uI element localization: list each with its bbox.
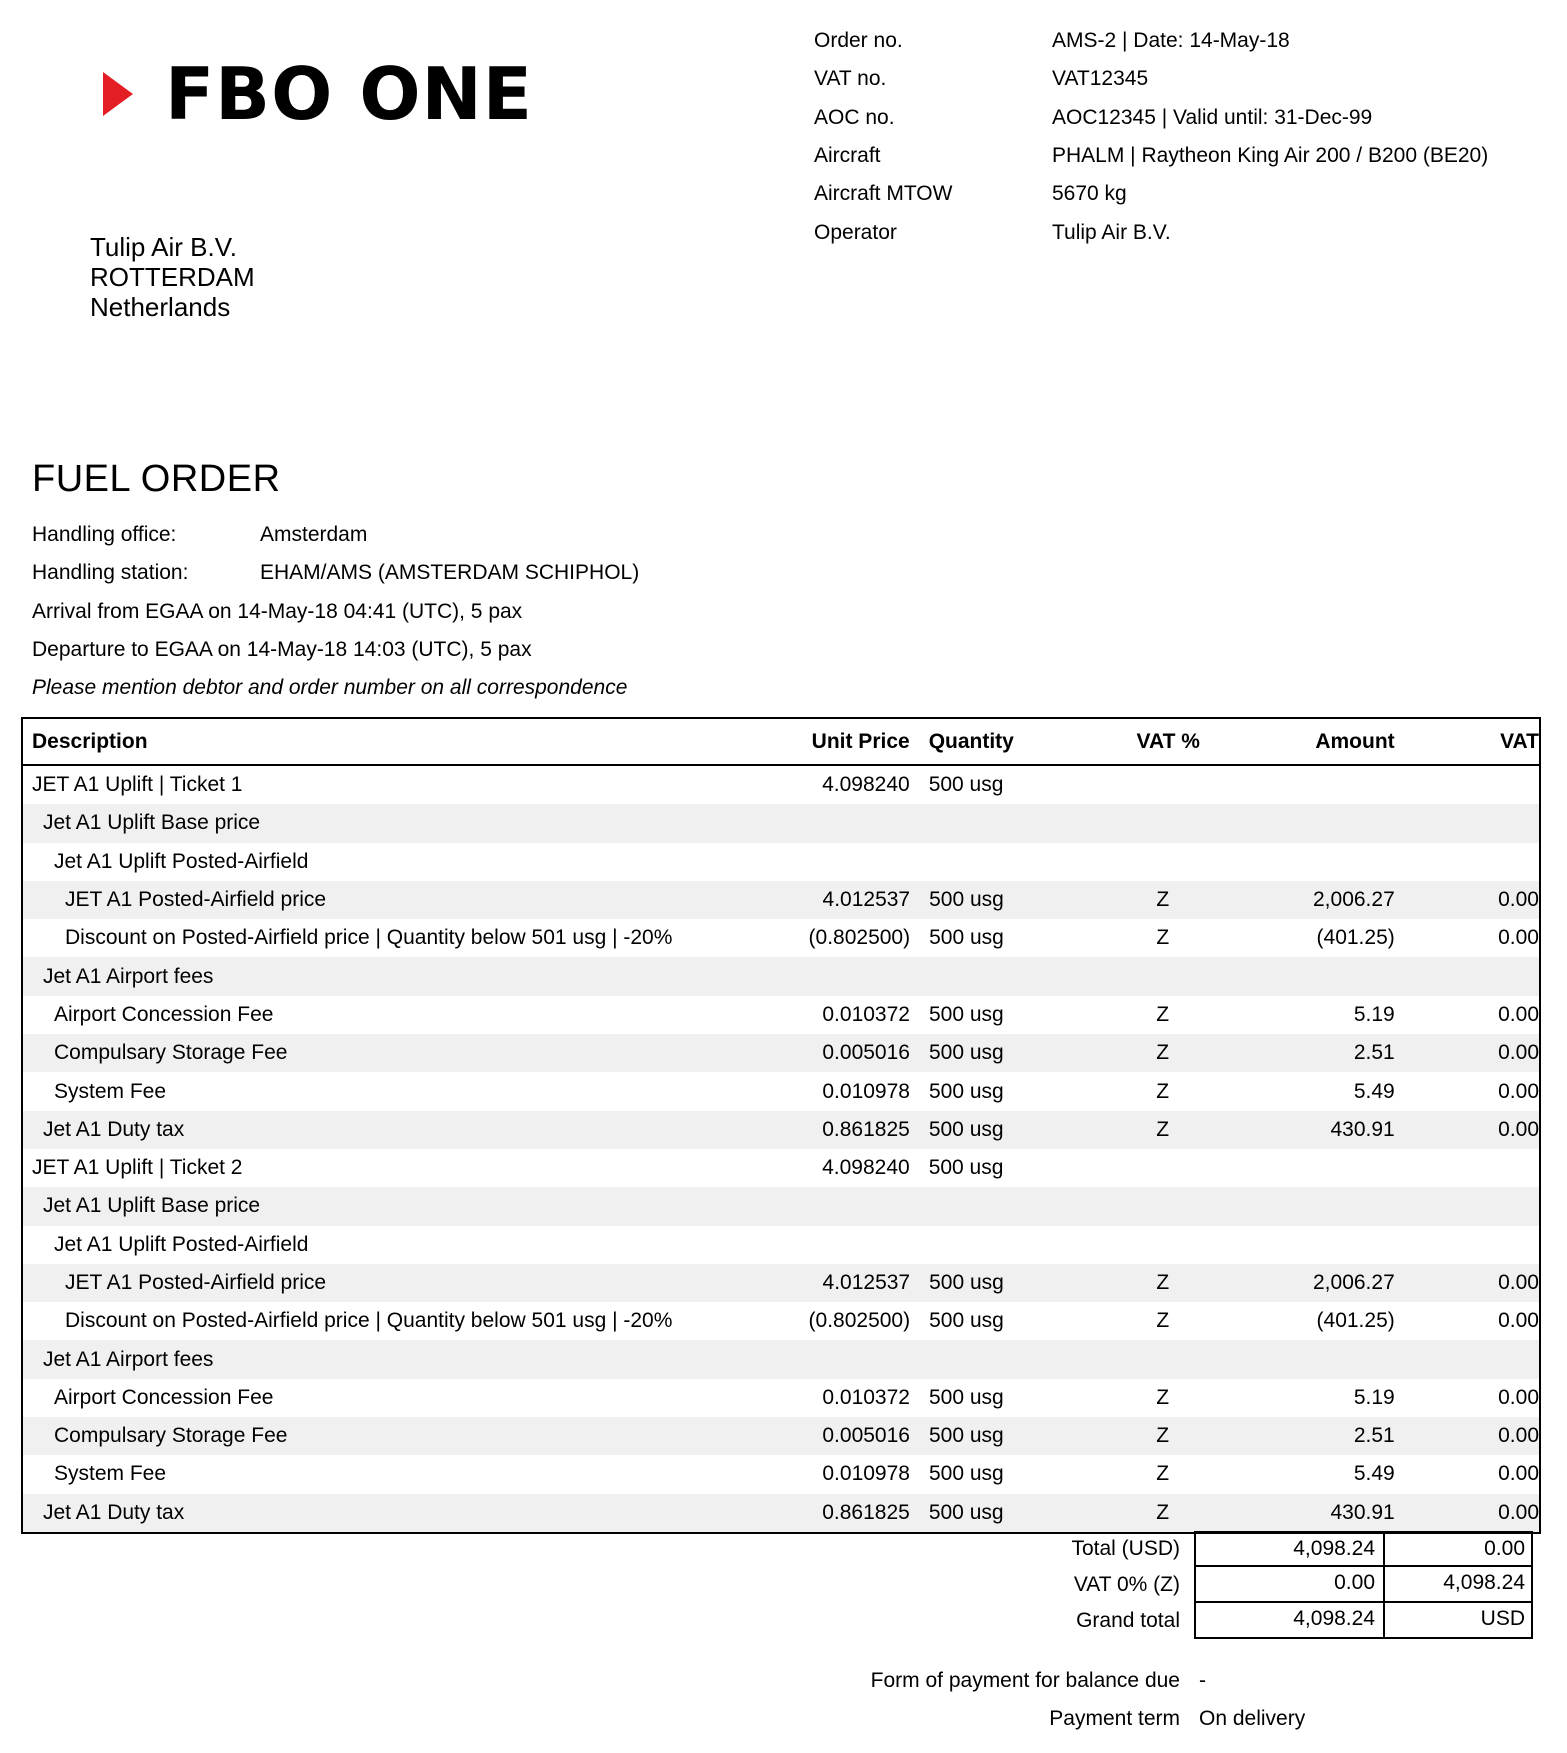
logo-arrow-icon: [103, 72, 133, 116]
row-description: JET A1 Uplift | Ticket 2: [32, 1156, 243, 1180]
grand-total-row: [0, 1603, 1567, 1639]
row-vat-percent: Z: [1156, 926, 1170, 950]
row-amount: 2.51: [1353, 1041, 1395, 1065]
col-unit-price: Unit Price: [811, 729, 910, 753]
row-description: Discount on Posted-Airfield price | Quantity below 501 usg | -20%: [65, 926, 673, 950]
handling-office-value: Amsterdam: [260, 523, 368, 547]
table-row: [23, 1072, 1539, 1110]
aoc-no-value: AOC12345 | Valid until: 31-Dec-99: [1052, 105, 1373, 129]
col-vat: VAT: [1500, 729, 1539, 753]
table-header: [23, 719, 1539, 766]
row-unit-price: (0.802500): [808, 926, 911, 950]
row-quantity: 500 usg: [928, 1424, 1004, 1448]
row-vat: 0.00: [1498, 1309, 1539, 1333]
row-vat: 0.00: [1498, 888, 1539, 912]
row-unit-price: 4.098240: [822, 1156, 910, 1180]
row-unit-price: 0.010372: [822, 1385, 910, 1409]
total-vat: 0.00: [1385, 1531, 1533, 1567]
row-vat: 0.00: [1498, 1117, 1540, 1141]
row-vat-percent: Z: [1156, 1117, 1170, 1141]
row-unit-price: 0.010978: [822, 1462, 910, 1486]
col-description: Description: [32, 729, 148, 753]
document-title: FUEL ORDER: [32, 458, 281, 500]
col-quantity: Quantity: [928, 729, 1014, 753]
row-description: System Fee: [54, 1079, 167, 1103]
handling-station-label: Handling station:: [32, 561, 189, 585]
row-quantity: 500 usg: [928, 1156, 1004, 1180]
handling-office-label: Handling office:: [32, 523, 177, 547]
table-row: [23, 1226, 1539, 1264]
row-description: Jet A1 Uplift Posted-Airfield: [54, 1232, 309, 1256]
row-unit-price: 4.012537: [822, 888, 911, 912]
row-unit-price: 0.010978: [822, 1079, 910, 1103]
grand-total-label: Grand total: [1076, 1609, 1180, 1632]
row-vat-percent: Z: [1156, 1271, 1170, 1294]
table-row: [23, 1417, 1539, 1455]
payment-term-value: On delivery: [1199, 1707, 1306, 1731]
row-unit-price: 4.012537: [822, 1271, 911, 1294]
row-vat-percent: Z: [1156, 1079, 1170, 1103]
row-description: Jet A1 Duty tax: [43, 1117, 185, 1141]
order-info-row: [814, 137, 1554, 175]
total-label: Total (USD): [1071, 1537, 1180, 1560]
mtow-label: Aircraft MTOW: [814, 182, 953, 206]
row-description: Jet A1 Uplift Base price: [43, 811, 261, 835]
row-unit-price: (0.802500): [808, 1309, 911, 1333]
row-quantity: 500 usg: [929, 888, 1004, 912]
row-vat-percent: Z: [1156, 1309, 1170, 1333]
handling-info: [32, 516, 932, 707]
logo-text: FBO ONE: [165, 52, 533, 136]
row-vat-percent: Z: [1156, 1462, 1170, 1486]
table-row: [23, 843, 1539, 881]
row-description: Airport Concession Fee: [54, 1002, 274, 1026]
payment-form-value: -: [1199, 1669, 1206, 1692]
total-amount: 4,098.24: [1194, 1531, 1385, 1567]
order-info-row: [814, 175, 1554, 213]
row-vat-percent: Z: [1156, 1041, 1170, 1065]
row-description: JET A1 Uplift | Ticket 1: [32, 773, 243, 797]
row-description: JET A1 Posted-Airfield price: [65, 888, 327, 912]
address-line: ROTTERDAM: [90, 262, 255, 292]
row-vat-percent: Z: [1156, 1002, 1170, 1026]
table-row: [23, 881, 1539, 919]
vat-row: [0, 1567, 1567, 1603]
row-quantity: 500 usg: [929, 926, 1004, 950]
row-unit-price: 0.005016: [822, 1424, 910, 1448]
vat-label: VAT 0% (Z): [1073, 1573, 1180, 1596]
payment-info: [0, 1662, 1567, 1739]
vat-base: 4,098.24: [1385, 1567, 1533, 1603]
row-description: Discount on Posted-Airfield price | Quantity below 501 usg | -20%: [65, 1309, 673, 1333]
row-description: Jet A1 Airport fees: [43, 964, 214, 988]
payment-term-label: Payment term: [1049, 1707, 1180, 1731]
row-description: Jet A1 Duty tax: [43, 1500, 185, 1524]
arrival-info: Arrival from EGAA on 14-May-18 04:41 (UTC), 5 pax: [32, 599, 523, 623]
col-amount: Amount: [1315, 729, 1395, 753]
table-row: [23, 1111, 1539, 1149]
row-amount: 2,006.27: [1313, 888, 1395, 912]
row-vat: 0.00: [1498, 1079, 1539, 1103]
row-vat: 0.00: [1498, 1424, 1539, 1448]
table-row: [23, 1149, 1539, 1187]
table-row: [23, 919, 1539, 957]
aircraft-value: PHALM | Raytheon King Air 200 / B200 (BE20): [1052, 144, 1489, 168]
order-info-row: [814, 213, 1554, 251]
row-amount: 5.49: [1353, 1462, 1395, 1486]
row-quantity: 500 usg: [928, 1079, 1004, 1103]
totals: [0, 1531, 1567, 1639]
row-amount: 2,006.27: [1313, 1271, 1395, 1294]
row-vat-percent: Z: [1156, 888, 1170, 912]
correspondence-note: Please mention debtor and order number on all correspondence: [32, 676, 628, 700]
order-info-row: [814, 60, 1554, 98]
logo: [103, 52, 533, 136]
address-line: Netherlands: [90, 292, 231, 322]
aoc-no-label: AOC no.: [814, 105, 895, 129]
row-vat-percent: Z: [1156, 1500, 1170, 1524]
recipient-address: [90, 232, 255, 322]
row-amount: 430.91: [1330, 1117, 1395, 1141]
row-unit-price: 0.861825: [822, 1117, 910, 1141]
order-lines-table: [21, 717, 1541, 1534]
handling-station: [32, 554, 932, 592]
row-description: Compulsary Storage Fee: [54, 1041, 288, 1065]
row-vat-percent: Z: [1156, 1385, 1170, 1409]
row-description: JET A1 Posted-Airfield price: [65, 1271, 327, 1294]
vat-no-value: VAT12345: [1052, 67, 1149, 91]
row-vat: 0.00: [1498, 1385, 1539, 1409]
row-vat-percent: Z: [1156, 1424, 1170, 1448]
grand-total-currency: USD: [1385, 1603, 1533, 1639]
table-row: [23, 996, 1539, 1034]
row-vat: 0.00: [1498, 1462, 1539, 1486]
row-amount: 430.91: [1330, 1500, 1395, 1524]
table-row: [23, 1264, 1539, 1302]
table-row: [23, 766, 1539, 804]
table-row: [23, 957, 1539, 995]
handling-station-value: EHAM/AMS (AMSTERDAM SCHIPHOL): [260, 561, 640, 585]
table-body: [23, 766, 1539, 1532]
aircraft-label: Aircraft: [814, 144, 881, 168]
departure-info: Departure to EGAA on 14-May-18 14:03 (UTC), 5 pax: [32, 638, 532, 662]
row-amount: 5.19: [1353, 1385, 1395, 1409]
vat-no-label: VAT no.: [814, 67, 887, 91]
operator-value: Tulip Air B.V.: [1052, 220, 1171, 244]
col-vat-percent: VAT %: [1136, 729, 1200, 753]
row-quantity: 500 usg: [928, 1117, 1004, 1141]
row-vat: 0.00: [1498, 1500, 1540, 1524]
mtow-value: 5670 kg: [1052, 182, 1127, 206]
row-quantity: 500 usg: [928, 1500, 1004, 1524]
row-unit-price: 0.005016: [822, 1041, 910, 1065]
operator-label: Operator: [814, 220, 897, 244]
row-quantity: 500 usg: [928, 1002, 1004, 1026]
table-row: [23, 804, 1539, 842]
order-info-row: [814, 99, 1554, 137]
total-row: [0, 1531, 1567, 1567]
row-quantity: 500 usg: [928, 1041, 1004, 1065]
table-row: [23, 1340, 1539, 1378]
row-vat: 0.00: [1498, 1271, 1539, 1294]
row-amount: (401.25): [1316, 926, 1395, 950]
row-quantity: 500 usg: [929, 1309, 1004, 1333]
row-description: Jet A1 Uplift Base price: [43, 1194, 261, 1218]
table-row: [23, 1302, 1539, 1340]
row-unit-price: 0.010372: [822, 1002, 910, 1026]
address-line: Tulip Air B.V.: [90, 232, 237, 262]
payment-form-row: [0, 1662, 1567, 1700]
payment-form-label: Form of payment for balance due: [870, 1669, 1180, 1692]
row-amount: 5.19: [1353, 1002, 1395, 1026]
grand-total-amount: 4,098.24: [1194, 1603, 1385, 1639]
row-amount: 5.49: [1353, 1079, 1395, 1103]
vat-amount: 0.00: [1194, 1567, 1385, 1603]
row-description: Compulsary Storage Fee: [54, 1424, 288, 1448]
row-description: System Fee: [54, 1462, 167, 1486]
row-description: Jet A1 Airport fees: [43, 1347, 214, 1371]
payment-term-row: [0, 1700, 1567, 1738]
row-vat: 0.00: [1498, 926, 1539, 950]
table-row: [23, 1034, 1539, 1072]
table-row: [23, 1187, 1539, 1225]
row-vat: 0.00: [1498, 1002, 1539, 1026]
order-info: [814, 22, 1554, 252]
order-no-label: Order no.: [814, 29, 903, 53]
row-quantity: 500 usg: [929, 1271, 1004, 1294]
row-unit-price: 0.861825: [822, 1500, 910, 1524]
row-vat: 0.00: [1498, 1041, 1539, 1065]
table-row: [23, 1494, 1539, 1532]
row-quantity: 500 usg: [928, 773, 1004, 797]
row-quantity: 500 usg: [928, 1462, 1004, 1486]
row-unit-price: 4.098240: [822, 773, 910, 797]
order-info-row: [814, 22, 1554, 60]
table-row: [23, 1379, 1539, 1417]
table-row: [23, 1455, 1539, 1493]
handling-office: [32, 516, 932, 554]
row-description: Jet A1 Uplift Posted-Airfield: [54, 849, 309, 873]
row-description: Airport Concession Fee: [54, 1385, 274, 1409]
row-amount: (401.25): [1316, 1309, 1395, 1333]
order-no-value: AMS-2 | Date: 14-May-18: [1052, 29, 1290, 53]
row-quantity: 500 usg: [928, 1385, 1004, 1409]
row-amount: 2.51: [1353, 1424, 1395, 1448]
